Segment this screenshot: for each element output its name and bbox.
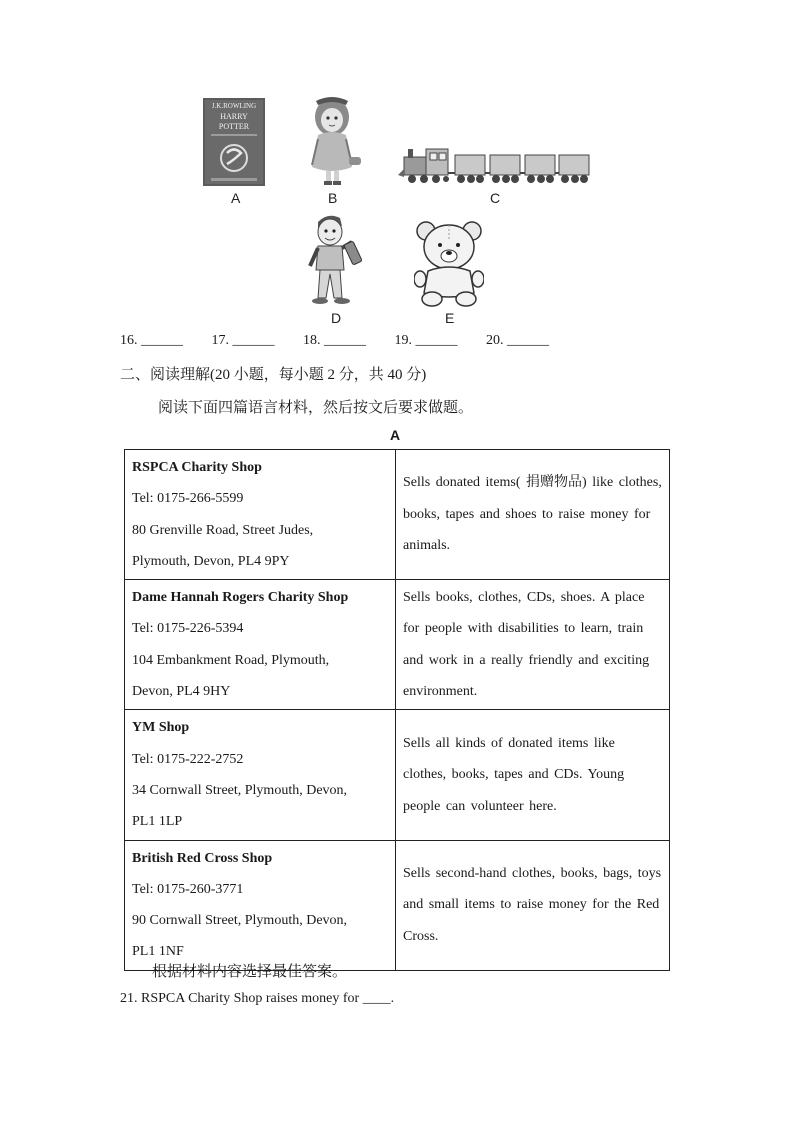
shop-description: Sells donated items( 捐赠物品) like clothes, books, tapes and shoes to raise money for animals. [396,450,670,580]
toy-train-icon [398,143,592,187]
shop-name: YM Shop [132,720,190,736]
book-author: J.K.ROWLING [211,102,257,110]
shop-info [125,840,396,970]
shop-info [125,580,396,710]
shop-description: Sells second-hand clothes, books, bags, toys and small items to raise money for the Red Cross. [396,840,670,970]
answer-blanks [120,333,549,349]
boy-with-toy-icon [304,212,366,307]
answer-16[interactable]: 16. ______ [120,333,183,348]
picture-a [203,98,265,186]
table-row [125,580,670,710]
picture-c-label: C [490,190,501,206]
passage-label: A [390,427,401,443]
shop-tel: Tel: 0175-226-5394 [132,621,244,637]
shop-address-line2: PL1 1NF [132,944,184,960]
shop-address-line2: PL1 1LP [132,814,183,830]
shop-tel: Tel: 0175-266-5599 [132,491,244,507]
book-title-1: HARRY [220,112,248,121]
answer-19[interactable]: 19. ______ [394,333,458,348]
shop-description: Sells books, clothes, CDs, shoes. A place for people with disabilities to learn, train and work in a really friendly and exciting environment. [396,580,670,710]
shop-address-line1: 90 Cornwall Street, Plymouth, Devon, [132,913,348,929]
picture-b [302,95,364,187]
book-title-2: POTTER [218,122,250,131]
table-row [125,840,670,970]
picture-a-label: A [231,190,241,206]
choose-prompt: 根据材料内容选择最佳答案。 [152,964,348,980]
teddy-bear-icon [414,219,484,307]
picture-c [398,143,592,187]
section-title: 二、阅读理解(20 小题，每小题 2 分，共 40 分) [120,367,427,383]
shop-tel: Tel: 0175-222-2752 [132,751,244,767]
shop-name: British Red Cross Shop [132,850,273,866]
instruction: 阅读下面四篇语言材料，然后按文后要求做题。 [158,400,474,416]
picture-d-label: D [331,310,342,326]
shops-table [124,449,670,971]
question-21: 21. RSPCA Charity Shop raises money for ____. [120,991,395,1006]
shop-address-line2: Devon, PL4 9HY [132,684,231,700]
shop-name: Dame Hannah Rogers Charity Shop [132,590,349,606]
picture-e-label: E [445,310,455,326]
table-row [125,450,670,580]
shop-address-line2: Plymouth, Devon, PL4 9PY [132,553,290,569]
table-row [125,710,670,840]
shop-address-line1: 104 Embankment Road, Plymouth, [132,652,330,668]
shop-address-line1: 34 Cornwall Street, Plymouth, Devon, [132,782,348,798]
answer-18[interactable]: 18. ______ [303,333,366,348]
shop-address-line1: 80 Grenville Road, Street Judes, [132,522,314,538]
shop-info [125,710,396,840]
shop-name: RSPCA Charity Shop [132,460,262,475]
harry-potter-book-icon [203,98,265,186]
picture-e [414,219,484,307]
shop-info [125,450,396,580]
picture-b-label: B [328,190,338,206]
answer-20[interactable]: 20. ______ [486,333,549,348]
shop-description: Sells all kinds of donated items like clothes, books, tapes and CDs. Young people can volunteer here. [396,710,670,840]
doll-icon [302,95,364,187]
picture-d [304,212,366,307]
answer-17[interactable]: 17. ______ [211,333,275,348]
shop-tel: Tel: 0175-260-3771 [132,881,244,897]
